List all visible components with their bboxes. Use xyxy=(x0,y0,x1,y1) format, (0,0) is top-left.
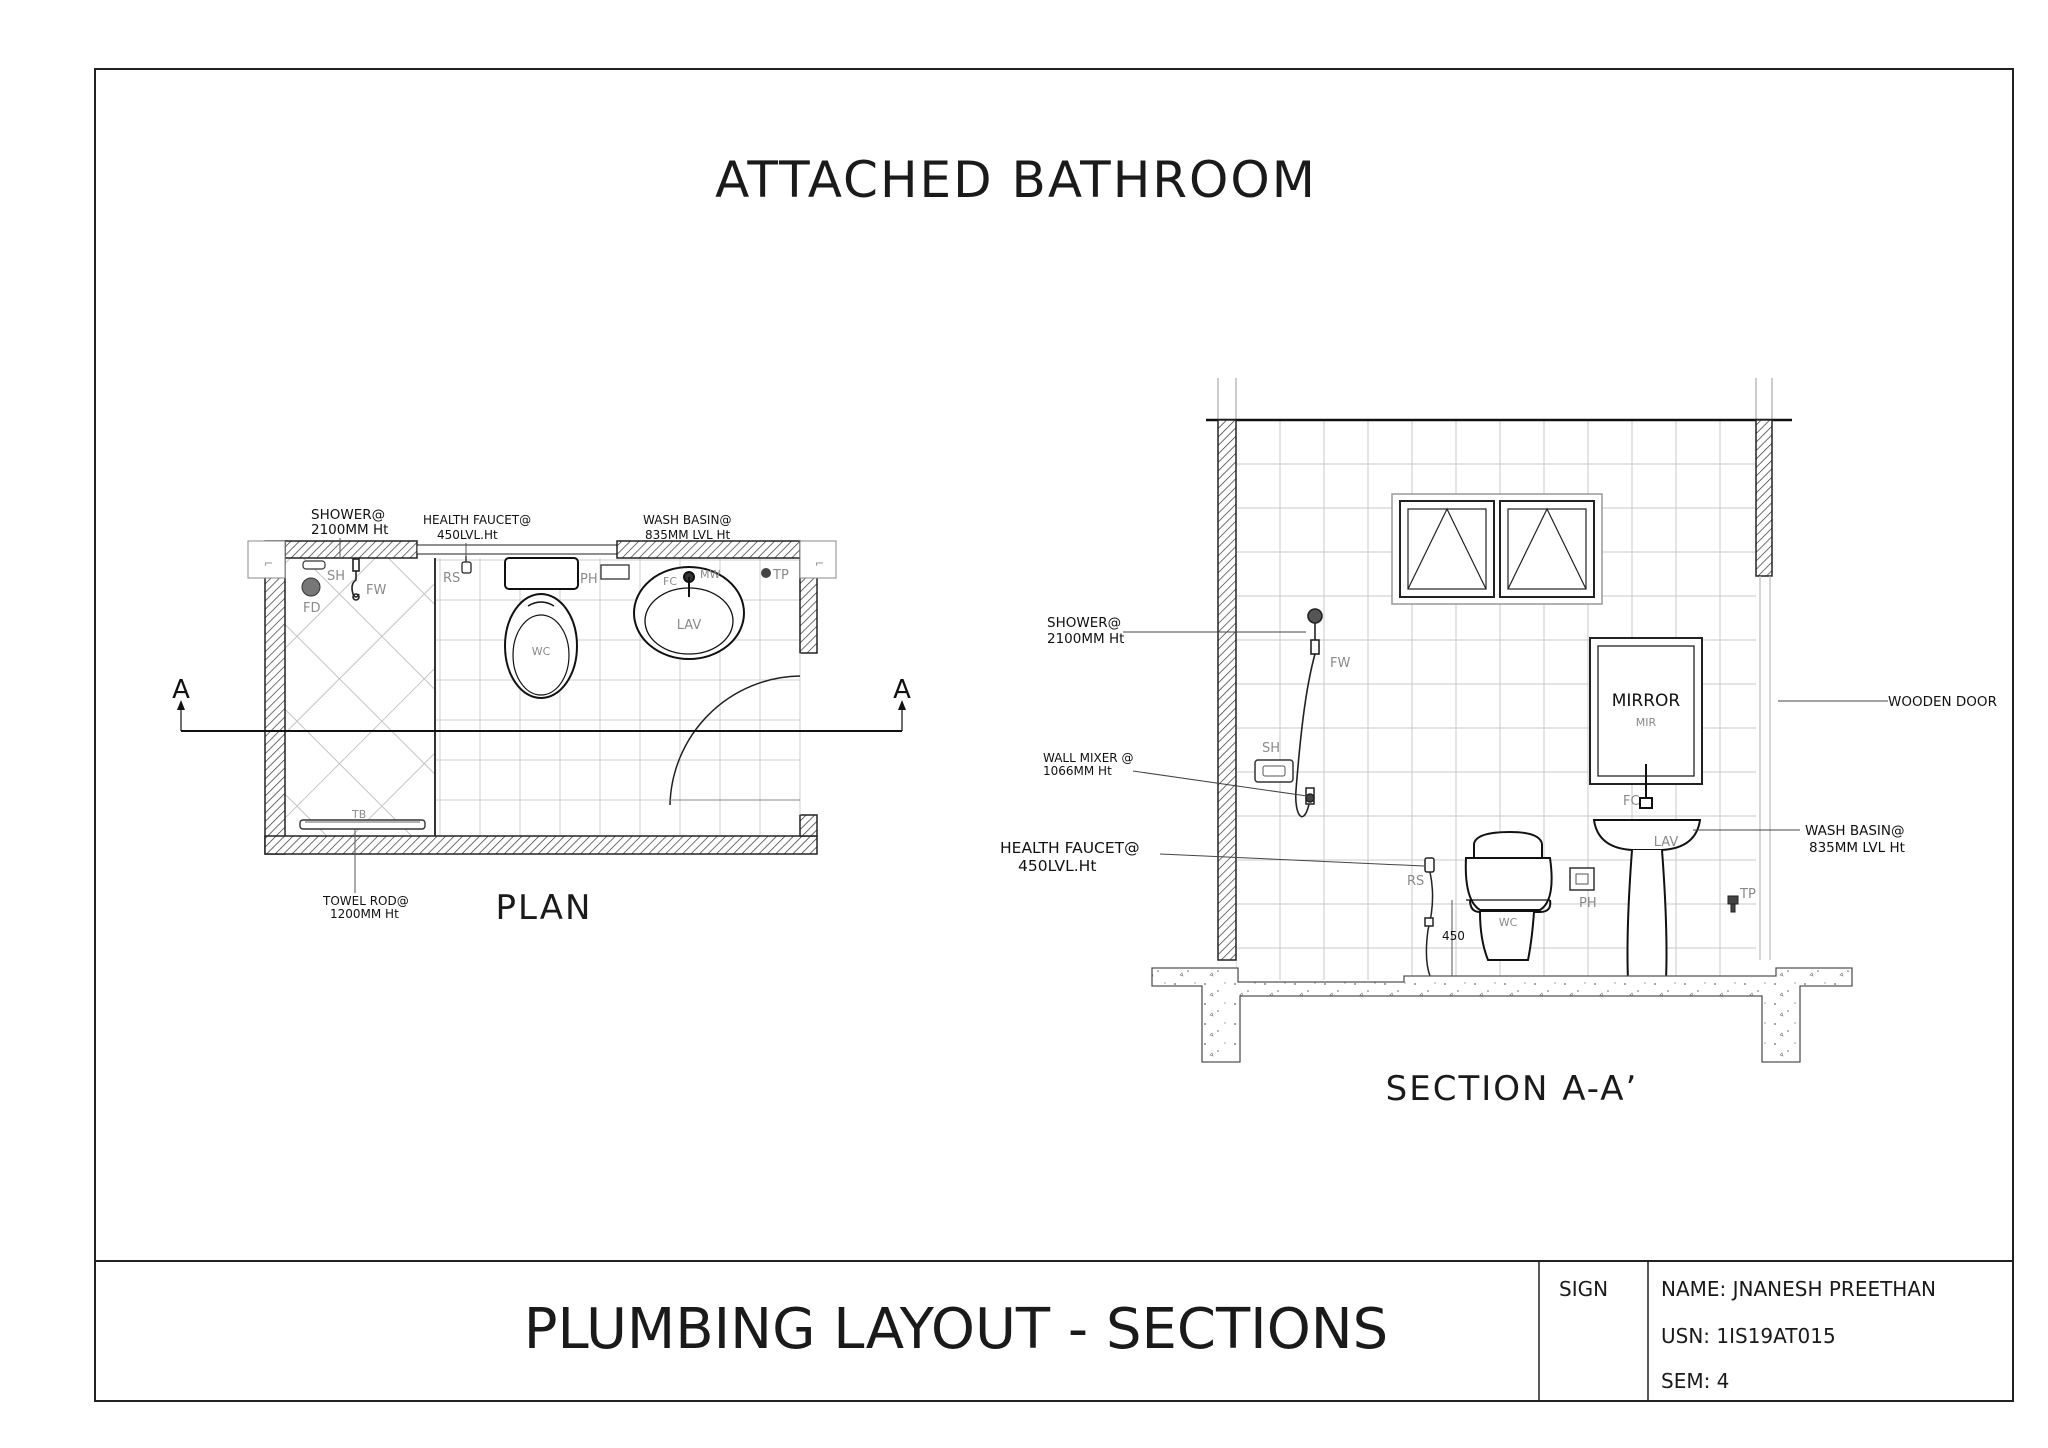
svg-text:⌐: ⌐ xyxy=(815,557,825,570)
tag-fc: FC xyxy=(663,575,678,588)
tap-icon xyxy=(761,568,771,578)
plan-callout-shower-1: SHOWER@ xyxy=(311,507,386,523)
sec-tag-sh: SH xyxy=(1262,741,1281,756)
tag-tb: TB xyxy=(352,808,367,821)
mirror-icon xyxy=(1590,638,1702,784)
plan-callout-hf-1: HEALTH FAUCET@ xyxy=(423,513,532,527)
ventilator-window xyxy=(1392,494,1602,604)
tag-wc: WC xyxy=(531,645,551,658)
plan-caption: PLAN xyxy=(495,888,593,928)
dim-450: 450 xyxy=(1442,929,1465,943)
sec-callout-wb-1: WASH BASIN@ xyxy=(1805,823,1905,839)
wash-basin-plan-icon xyxy=(634,567,744,659)
title-block xyxy=(95,1261,2013,1401)
soap-holder-icon xyxy=(303,561,325,569)
svg-text:⌐: ⌐ xyxy=(264,557,274,570)
drawing-title: ATTACHED BATHROOM xyxy=(715,151,1317,209)
floor-foundation xyxy=(1152,968,1852,1062)
mirror-label: MIRROR xyxy=(1611,691,1681,711)
tag-sh: SH xyxy=(327,569,346,584)
sec-tag-mir: MIR xyxy=(1635,716,1657,729)
sec-callout-mixer-1: WALL MIXER @ xyxy=(1043,751,1134,765)
sec-callout-mixer-2: 1066MM Ht xyxy=(1043,764,1112,778)
floor-tiles xyxy=(435,558,800,836)
sec-tag-wc: WC xyxy=(1498,916,1518,929)
section-wall-left xyxy=(1218,420,1236,960)
tag-tp: TP xyxy=(773,568,789,583)
sec-callout-wb-2: 835MM LVL Ht xyxy=(1809,840,1905,856)
sec-tag-tp: TP xyxy=(1740,887,1756,902)
sheet-title: PLUMBING LAYOUT - SECTIONS xyxy=(523,1297,1389,1362)
student-sem: SEM: 4 xyxy=(1661,1369,1730,1393)
plan-wall-right-lower xyxy=(800,815,817,836)
sec-tag-ph: PH xyxy=(1579,896,1597,911)
plan-wall-bottom xyxy=(265,836,817,854)
section-wall-right xyxy=(1756,420,1772,576)
section-marker-left: A xyxy=(172,675,190,705)
tag-lav: LAV xyxy=(676,618,702,633)
sec-tag-fc: FC xyxy=(1623,794,1640,809)
plan-callout-wb-1: WASH BASIN@ xyxy=(643,513,732,527)
sec-tag-fw: FW xyxy=(1330,656,1351,671)
plan-callout-shower-2: 2100MM Ht xyxy=(311,522,389,538)
tag-rs: RS xyxy=(443,571,461,586)
wall-mixer-icon xyxy=(1306,788,1314,804)
plan-callout-hf-2: 450LVL.Ht xyxy=(437,528,498,542)
sec-callout-door: WOODEN DOOR xyxy=(1888,694,1997,710)
sec-callout-hf-1: HEALTH FAUCET@ xyxy=(1000,839,1140,857)
sec-callout-shower-1: SHOWER@ xyxy=(1047,615,1122,631)
sec-tag-lav: LAV xyxy=(1653,835,1679,850)
sec-tag-rs: RS xyxy=(1407,874,1425,889)
sec-callout-shower-2: 2100MM Ht xyxy=(1047,631,1125,647)
shower-area-tiles xyxy=(285,558,435,836)
towel-rod-icon xyxy=(300,820,425,829)
tag-ph: PH xyxy=(580,572,598,587)
plan-view xyxy=(172,507,911,928)
plan-callout-tr-1: TOWEL ROD@ xyxy=(323,894,409,908)
section-marker-right: A xyxy=(893,675,911,705)
plan-wall-top-right xyxy=(617,541,800,558)
plan-wall-left xyxy=(265,541,285,854)
student-name: NAME: JNANESH PREETHAN xyxy=(1661,1277,1936,1301)
wc-plan-icon xyxy=(505,558,578,698)
soap-holder-section-icon xyxy=(1255,760,1293,782)
plan-callout-tr-2: 1200MM Ht xyxy=(330,907,399,921)
paper-holder-section-icon xyxy=(1570,868,1594,890)
plan-callout-wb-2: 835MM LVL Ht xyxy=(645,528,731,542)
sec-callout-hf-2: 450LVL.Ht xyxy=(1018,857,1097,875)
floor-drain-icon xyxy=(302,578,320,596)
tag-fw: FW xyxy=(366,583,387,598)
tag-mw: MW xyxy=(700,568,721,581)
sign-label: SIGN xyxy=(1559,1277,1609,1301)
section-caption: SECTION A-A’ xyxy=(1385,1069,1639,1109)
plan-window-sill xyxy=(417,545,617,554)
paper-holder-icon xyxy=(601,565,629,579)
section-view xyxy=(1000,378,1997,1109)
tag-fd: FD xyxy=(303,601,321,616)
student-usn: USN: 1IS19AT015 xyxy=(1661,1324,1836,1348)
plan-wall-top-left xyxy=(285,541,417,558)
